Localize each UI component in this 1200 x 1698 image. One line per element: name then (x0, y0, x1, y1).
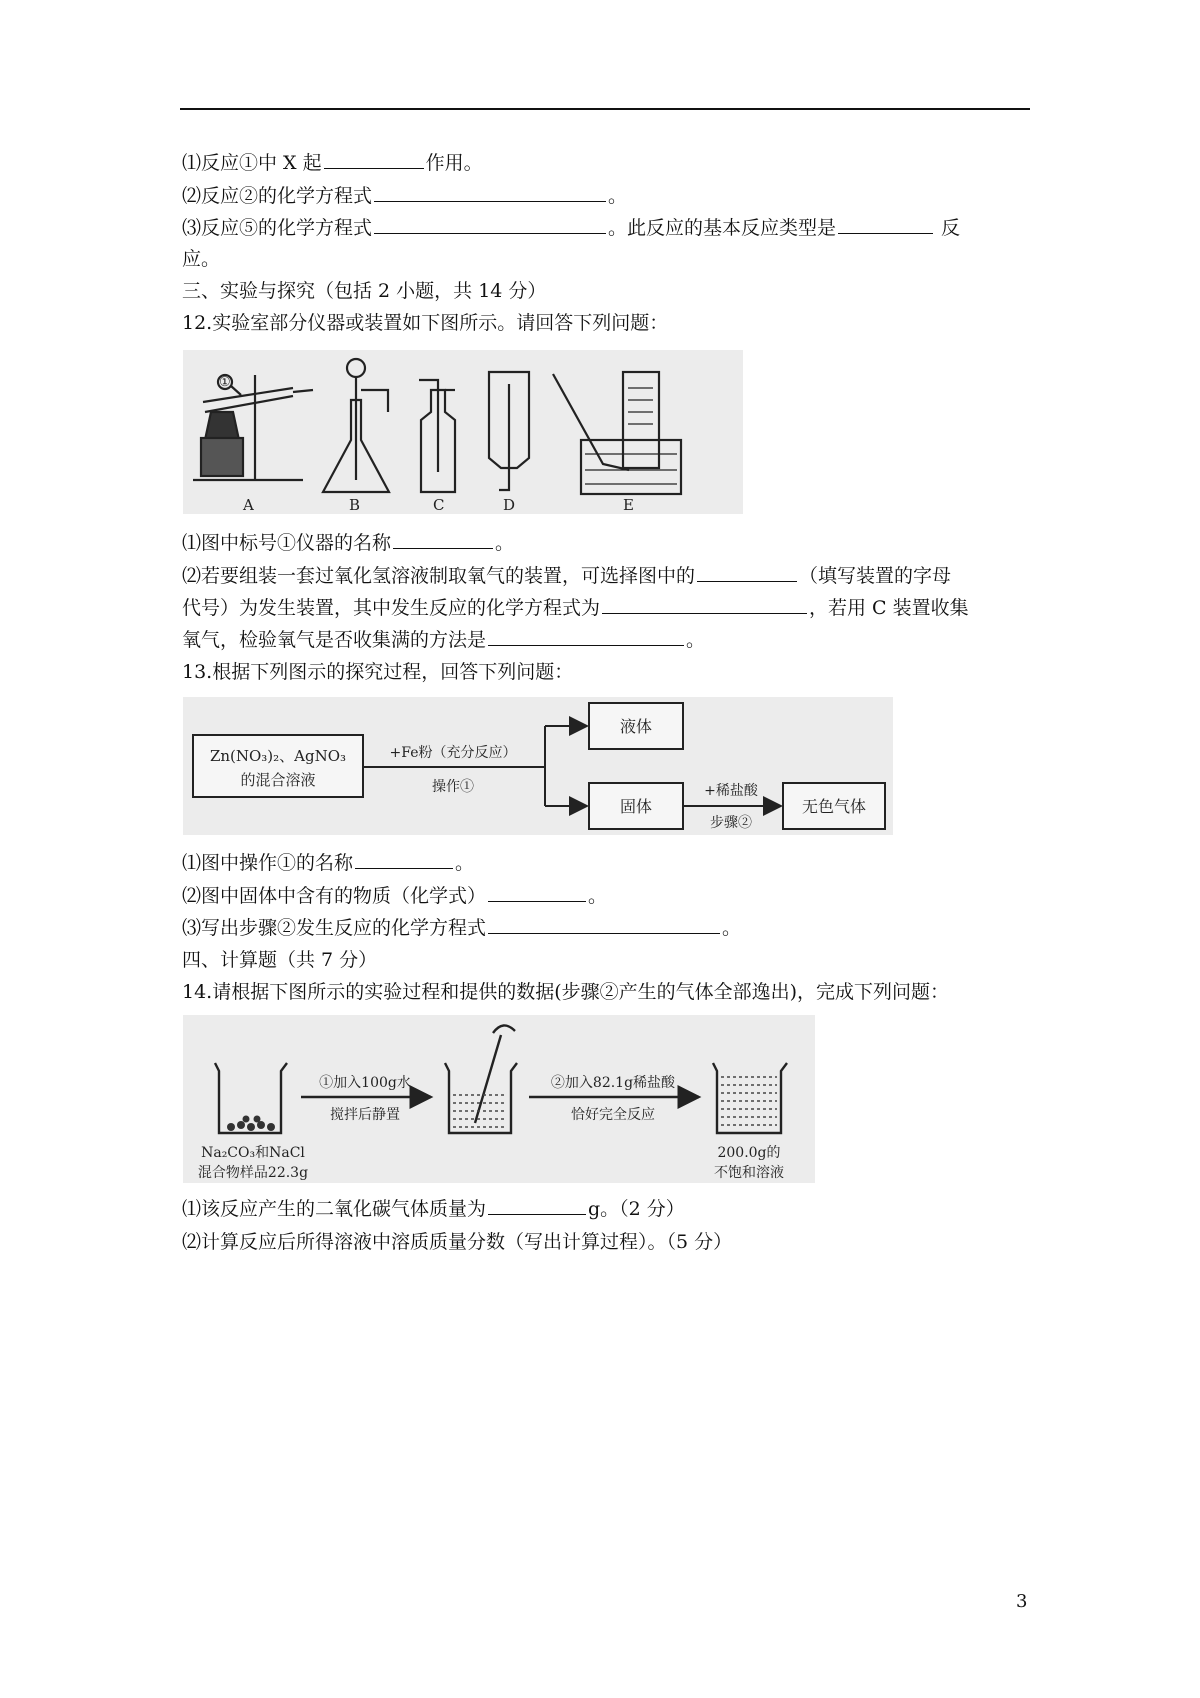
q11-part3-end: 反 (941, 217, 961, 239)
q11-part2-tail: 。 (608, 185, 628, 207)
q12-part2-cont (182, 595, 969, 621)
q12-part1-tail: 。 (495, 532, 515, 554)
flow-gas-label: 无色气体 (801, 797, 867, 816)
answer-blank[interactable] (355, 850, 453, 869)
q14-part1 (182, 1196, 685, 1222)
q12-part2-tail3: 。 (686, 629, 706, 651)
label-e: E (623, 496, 634, 514)
q12-part2-tail2: ，若用 C 装置收集 (809, 597, 969, 619)
q12-part2-text2: 代号）为发生装置，其中发生反应的化学方程式为 (182, 597, 601, 619)
q14-stem: 14.请根据下图所示的实验过程和提供的数据(步骤②产生的气体全部逸出)，完成下列问题： (182, 981, 950, 1003)
q14-part1-text: ⑴该反应产生的二氧化碳气体质量为 (182, 1198, 487, 1220)
marker-label: ① (219, 375, 231, 390)
q12-apparatus-figure (183, 350, 743, 514)
flow-arrow2-top: +稀盐酸 (704, 783, 758, 799)
label-c: C (433, 496, 445, 514)
q11-part2-text: ⑵反应②的化学方程式 (182, 185, 373, 207)
answer-blank[interactable] (602, 595, 807, 614)
q11-part3-text: ⑶反应⑤的化学方程式 (182, 217, 373, 239)
collection-tube (553, 374, 629, 470)
q11-part3-wrap: 应。 (182, 248, 221, 270)
q11-part1-tail: 作用。 (425, 152, 483, 174)
flow-svg (183, 697, 893, 835)
solid-sample (227, 1116, 275, 1132)
q13-part1 (182, 850, 474, 876)
lamp-body (201, 438, 243, 476)
header-rule (180, 108, 1030, 110)
answer-blank[interactable] (488, 1196, 586, 1215)
flow-arrow2-bottom: 步骤② (710, 815, 752, 831)
answer-blank[interactable] (374, 183, 606, 202)
q12-stem: 12.实验室部分仪器或装置如下图所示。请回答下列问题： (182, 312, 669, 334)
apparatus-svg (183, 350, 743, 514)
q12-part2 (182, 563, 951, 589)
flow-solid-label: 固体 (619, 797, 653, 816)
result-line2: 不饱和溶液 (714, 1165, 784, 1181)
stir-arrow (493, 1025, 515, 1033)
result-line1: 200.0g的 (717, 1145, 781, 1161)
sample-line2: 混合物样品22.3g (197, 1165, 309, 1181)
q12-part2-text: ⑵若要组装一套过氧化氢溶液制取氧气的装置，可选择图中的 (182, 565, 696, 587)
q12-part2-tail: （填写装置的字母 (799, 565, 952, 587)
q13-part1-tail: 。 (455, 852, 475, 874)
marker-leader (231, 386, 241, 395)
section3-title: 三、实验与探究（包括 2 小题，共 14 分） (182, 280, 547, 302)
delivery-tube (293, 390, 313, 392)
flow-liquid-label: 液体 (619, 717, 653, 736)
q11-part3-mid: 。此反应的基本反应类型是 (608, 217, 837, 239)
q11-part2 (182, 183, 627, 209)
answer-blank[interactable] (374, 215, 606, 234)
label-d: D (503, 496, 516, 514)
q13-stem: 13.根据下列图示的探究过程，回答下列问题： (182, 661, 574, 683)
alcohol-lamp-icon (205, 412, 239, 440)
q14-part2: ⑵计算反应后所得溶液中溶质质量分数（写出计算过程）。（5 分） (182, 1231, 733, 1253)
step1-bottom: 搅拌后静置 (330, 1107, 400, 1123)
q13-part2-tail: 。 (588, 885, 608, 907)
flow-arrow1-bottom: 操作① (432, 779, 474, 795)
flow-start-line1: Zn(NO₃)₂、AgNO₃ (209, 747, 347, 765)
answer-blank[interactable] (488, 627, 684, 646)
q13-part3-tail: 。 (722, 917, 742, 939)
label-a: A (243, 496, 254, 514)
step1-top: ①加入100g水 (319, 1075, 411, 1091)
answer-blank[interactable] (697, 563, 797, 582)
page-number: 3 (1016, 1591, 1028, 1612)
q11-part1-text: ⑴反应①中 X 起 (182, 152, 322, 174)
q11-part3 (182, 215, 960, 241)
flow-arrow1-top: +Fe粉（充分反应） (389, 745, 517, 761)
test-tube-upper (203, 388, 293, 402)
beaker1-icon (215, 1063, 287, 1133)
test-tube-lower (205, 396, 293, 412)
flow-start-line2: 的混合溶液 (240, 771, 316, 789)
water-lines (585, 388, 677, 484)
answer-blank[interactable] (838, 215, 933, 234)
q12-part1 (182, 530, 514, 556)
answer-blank[interactable] (488, 915, 720, 934)
answer-blank[interactable] (488, 883, 586, 902)
q11-part3-cont (182, 246, 220, 272)
answer-blank[interactable] (393, 530, 493, 549)
step2-top: ②加入82.1g稀盐酸 (550, 1075, 676, 1091)
q12-part2-text3: 氧气，检验氧气是否收集满的方法是 (182, 629, 487, 651)
process-svg (183, 1015, 815, 1183)
step2-bottom: 恰好完全反应 (571, 1107, 655, 1123)
q13-part3-text: ⑶写出步骤②发生反应的化学方程式 (182, 917, 487, 939)
q12-part2-cont2 (182, 627, 705, 653)
label-b: B (349, 496, 361, 514)
beaker3-icon (713, 1063, 787, 1133)
funnel-bulb (347, 359, 365, 377)
stirring-rod (475, 1035, 501, 1123)
q14-process-figure (183, 1015, 815, 1183)
q13-part2-text: ⑵图中固体中含有的物质（化学式） (182, 885, 487, 907)
answer-blank[interactable] (324, 150, 424, 169)
q14-part1-tail: g。（2 分） (588, 1198, 685, 1220)
sample-line1: Na₂CO₃和NaCl (201, 1145, 305, 1161)
q13-part1-text: ⑴图中操作①的名称 (182, 852, 354, 874)
q12-part1-text: ⑴图中标号①仪器的名称 (182, 532, 392, 554)
q13-part3 (182, 915, 741, 941)
q13-part2 (182, 883, 607, 909)
flask-outlet (361, 390, 388, 412)
q13-flow-figure (183, 697, 893, 835)
q11-part1 (182, 150, 483, 176)
inverted-bottle-tube (499, 384, 509, 490)
section4-title: 四、计算题（共 7 分） (182, 949, 378, 971)
beaker2-icon (445, 1063, 517, 1133)
